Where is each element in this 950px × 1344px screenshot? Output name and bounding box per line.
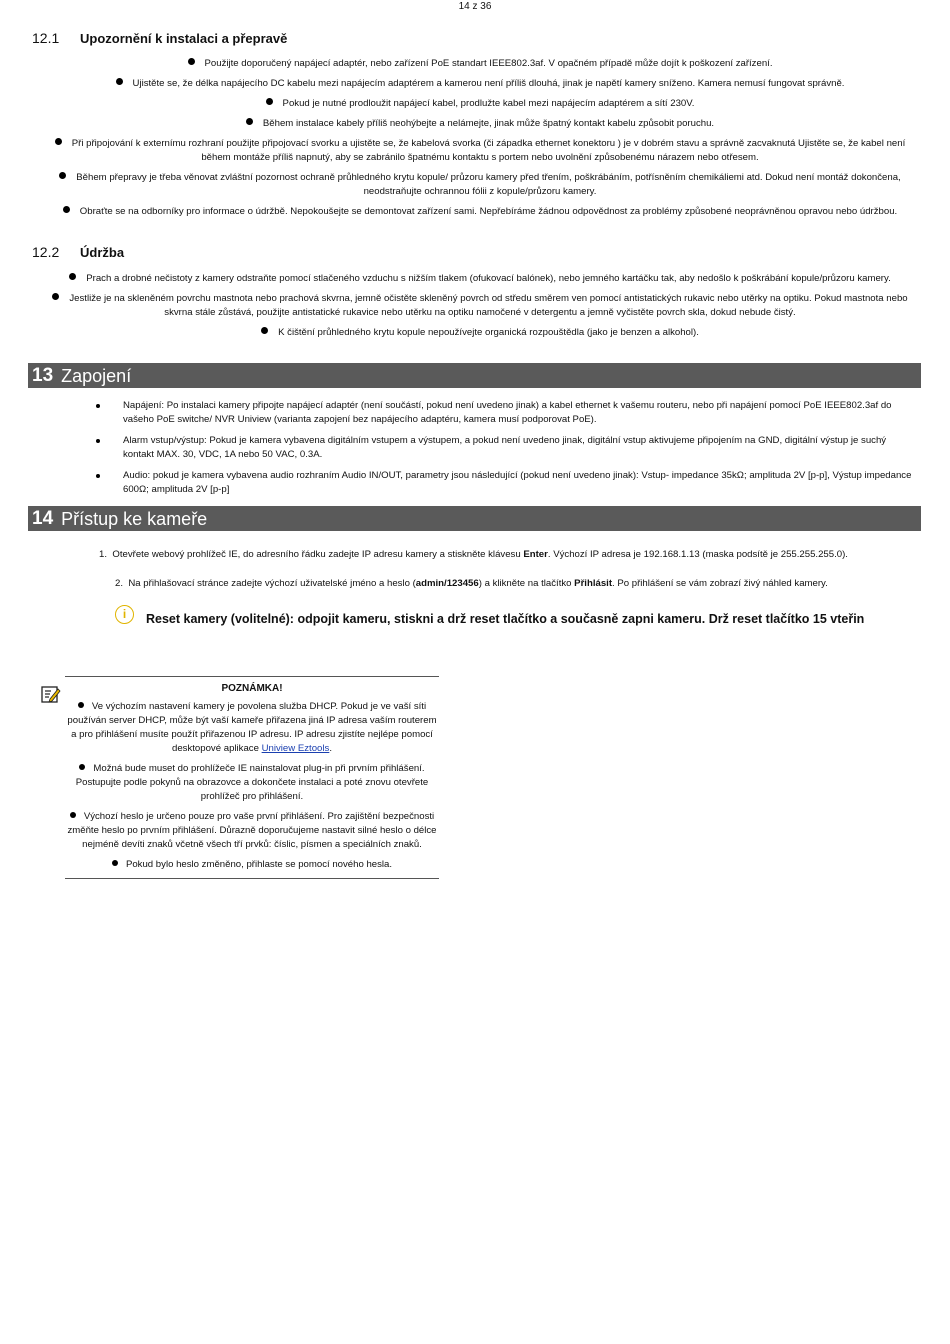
bullet-icon	[70, 812, 76, 818]
bullet-icon	[96, 474, 100, 478]
section-title: Přístup ke kameře	[61, 509, 208, 529]
list-item: Během přepravy je třeba věnovat zvláštní pozornost ochraně průhledného krytu kopule/ průzoru kamery před třením, poškrábáním, potřísněním chemikáliemi atd. Dokud není montáž dokončena, neodstraňujte ochrannou fólii z kopule/průzoru kamery.	[40, 171, 920, 199]
note-item: Ve výchozím nastavení kamery je povolena služba DHCP. Pokud je ve vaší síti používán server DHCP, může být vaší kameře přiřazena jiná IP adresa vaším routerem a pro přihlášení musíte použít přiřazenou IP adresu. IP adresu zjistíte nejlépe pomocí desktopové aplikace Uniview Eztools.	[67, 701, 437, 754]
maintenance-list	[40, 272, 920, 346]
bullet-icon	[116, 78, 123, 85]
list-item: K čištění průhledného krytu kopule nepoužívejte organická rozpouštědla (jako je benzen a alkohol).	[40, 326, 920, 340]
bullet-icon	[55, 138, 62, 145]
install-list	[40, 57, 920, 225]
access-step-1: 1. Otevřete webový prohlížeč IE, do adresního řádku zadejte IP adresu kamery a stiskněte klávesu Enter. Výchozí IP adresa je 192.168.1.13 (maska podsítě je 255.255.255.0).	[99, 549, 848, 560]
bullet-icon	[96, 439, 100, 443]
bullet-icon	[266, 98, 273, 105]
bullet-icon	[63, 206, 70, 213]
section-heading-13	[28, 363, 921, 388]
page-number: 14 z 36	[458, 1, 492, 12]
section-title: Zapojení	[61, 366, 132, 386]
list-item: Použijte doporučený napájecí adaptér, nebo zařízení PoE standart IEEE802.3af. V opačném případě může dojít k poškození zařízení.	[40, 57, 920, 71]
section-heading-12-2	[32, 244, 124, 260]
reset-note-text: Reset kamery (volitelné): odpojit kameru, stiskni a drž reset tlačítko a současně zapni kameru. Drž reset tlačítko 15 vteřin	[146, 612, 865, 626]
list-item: Jestliže je na skleněném povrchu mastnota nebo prachová skvrna, jemně očistěte skleněný povrch od středu směrem ven pomocí antistatických rukavic nebo utěrky na optiku. Pokud mastnota nebo skvrna stále zůstává, použijte antistatické rukavice nebo utěrku na optiku namočené v detergentu a jemně vyčistěte povrch skla, dokud nebude čistý.	[40, 292, 920, 320]
note-icon	[41, 684, 61, 704]
access-step-2: 2. Na přihlašovací stránce zadejte výchozí uživatelské jméno a heslo (admin/123456) a klikněte na tlačítko Přihlásit. Po přihlášení se vám zobrazí živý náhled kamery.	[115, 578, 828, 589]
section-heading-12-1	[32, 30, 287, 46]
list-item: Ujistěte se, že délka napájecího DC kabelu mezi napájecím adaptérem a kamerou není příliš dlouhá, jinak je napětí kamery sníženo. Kamera nemusí fungovat správně.	[40, 77, 920, 91]
info-icon: i	[115, 605, 134, 624]
section-number: 12.1	[32, 30, 60, 46]
section-heading-14	[28, 506, 921, 531]
section-number: 12.2	[32, 244, 60, 260]
list-item: Napájení: Po instalaci kamery připojte napájecí adaptér (není součástí, pokud není uvedeno jinak) a kabel ethernet k vašemu routeru, nebo při napájení pomocí PoE IEEE802.3af do vašeho PoE switche/ NVR Uniview (varianta zapojení bez napájecího adaptéru, kamera musí podporovat PoE).	[94, 399, 919, 427]
list-item: Při připojování k externímu rozhraní použijte připojovací svorku a ujistěte se, že kabelová svorka (či západka ethernet konektoru ) je v dobrém stavu a správně zacvaknutá Ujistěte se, že kabel není během montáže příliš napnutý, aby se zabránilo špatnému kontaktu s portem nebo uvolnění způsobenému nárazem nebo otřesem.	[40, 137, 920, 165]
note-item: Možná bude muset do prohlížeče IE nainstalovat plug-in při prvním přihlášení. Postupujte podle pokynů na obrazovce a dokončete instalaci a poté znovu otevřete prohlížeč pro přihlášení.	[75, 763, 429, 802]
bullet-icon	[69, 273, 76, 280]
note-item: Výchozí heslo je určeno pouze pro vaše první přihlášení. Pro zajištění bezpečnosti změňte heslo po prvním přihlášení. Důrazně doporučujeme nastavit silné heslo o délce nejméně devíti znaků včetně všech tří prvků: číslic, písmen a speciálních znaků.	[67, 811, 437, 850]
bullet-icon	[188, 58, 195, 65]
bullet-icon	[79, 764, 85, 770]
section-number: 13	[32, 365, 54, 386]
list-item: Během instalace kabely příliš neohýbejte a nelámejte, jinak může špatný kontakt kabelu způsobit poruchu.	[40, 117, 920, 131]
reset-note	[115, 602, 864, 626]
bullet-icon	[52, 293, 59, 300]
section-number: 14	[32, 508, 54, 529]
bullet-icon	[59, 172, 66, 179]
note-box	[65, 676, 439, 879]
bullet-icon	[261, 327, 268, 334]
bullet-icon	[112, 860, 118, 866]
section-title: Upozornění k instalaci a přepravě	[80, 31, 288, 46]
bullet-icon	[78, 702, 84, 708]
list-item: Prach a drobné nečistoty z kamery odstraňte pomocí stlačeného vzduchu s nižším tlakem (ofukovací balónek), nebo jemného kartáčku tak, aby nedošlo k poškrábání kopule/průzoru kamery.	[40, 272, 920, 286]
list-item: Audio: pokud je kamera vybavena audio rozhraním Audio IN/OUT, parametry jsou následující (pokud není uvedeno jinak): Vstup- impedance 35kΩ; amplituda 2V [p-p], Výstup impedance 600Ω; amplituda 2V [p-p]	[94, 469, 919, 497]
eztools-link[interactable]: Uniview Eztools	[261, 743, 330, 754]
list-item: Obraťte se na odborníky pro informace o údržbě. Nepokoušejte se demontovat zařízení sami. Nepřebíráme žádnou odpovědnost za problémy způsobené neoprávněnou opravou nebo údržbou.	[40, 205, 920, 219]
list-item: Alarm vstup/výstup: Pokud je kamera vybavena digitálním vstupem a výstupem, a pokud není uvedeno jinak, digitální vstup aktivujeme připojením na GND, digitální výstup je suchý kontakt MAX. 30, VDC, 1A nebo 50 VAC, 0.3A.	[94, 434, 919, 462]
bullet-icon	[246, 118, 253, 125]
note-item: Pokud bylo heslo změněno, přihlaste se pomocí nového hesla.	[65, 858, 439, 872]
connection-list	[94, 399, 919, 504]
list-item: Pokud je nutné prodloužit napájecí kabel, prodlužte kabel mezi napájecím adaptérem a sítí 230V.	[40, 97, 920, 111]
bullet-icon	[96, 404, 100, 408]
section-title: Údržba	[80, 245, 125, 260]
note-title: POZNÁMKA!	[221, 683, 283, 694]
